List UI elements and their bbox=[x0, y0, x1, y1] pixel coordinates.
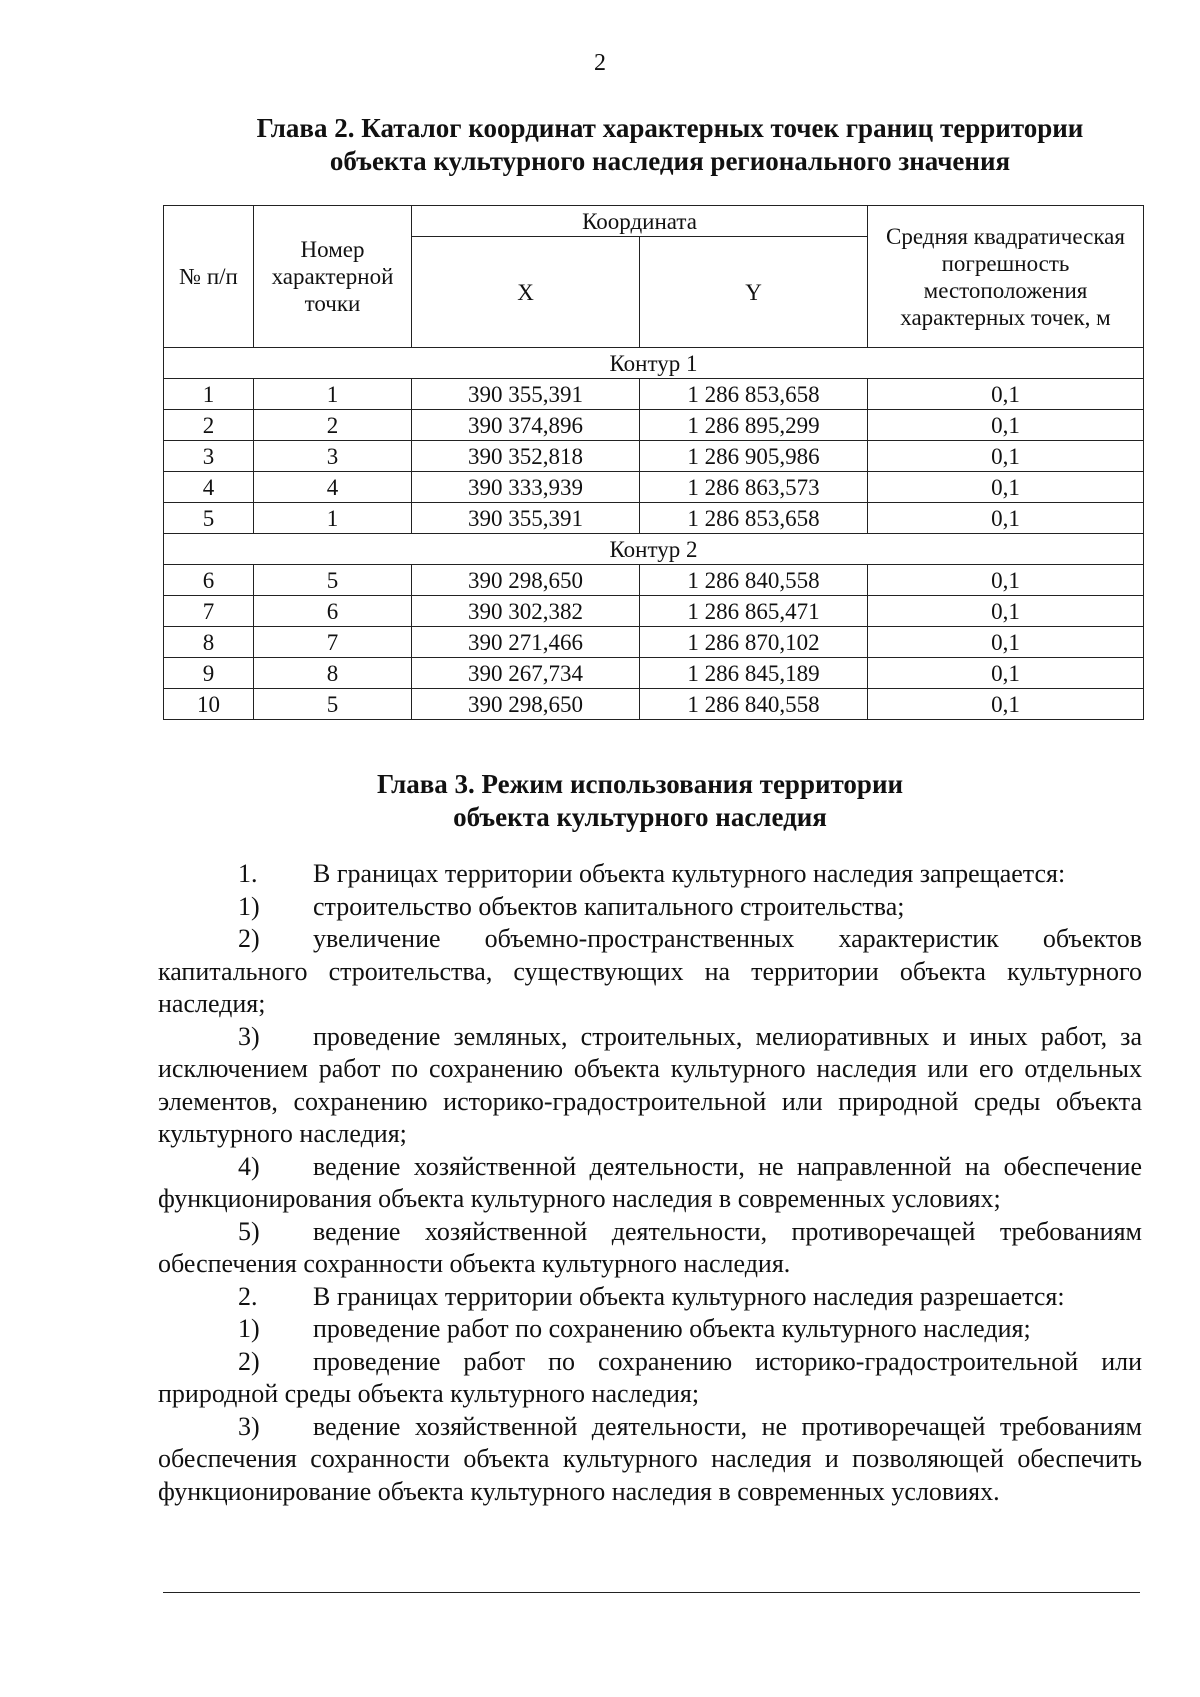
cell-n: 10 bbox=[164, 689, 254, 720]
contour-label: Контур 1 bbox=[164, 348, 1144, 379]
chapter-3-title-line1: Глава 3. Режим использования территории bbox=[376, 769, 904, 799]
table-row bbox=[164, 379, 1144, 410]
chapter-2-title-line1: Глава 2. Каталог координат характерных точек границ территории bbox=[256, 113, 1084, 143]
paragraph bbox=[158, 1216, 1142, 1281]
cell-point: 1 bbox=[254, 379, 412, 410]
cell-x: 390 298,650 bbox=[412, 689, 640, 720]
paragraph-marker: 1. bbox=[238, 859, 258, 888]
paragraph-marker: 4) bbox=[238, 1151, 260, 1181]
contour-label: Контур 2 bbox=[164, 534, 1144, 565]
cell-error: 0,1 bbox=[868, 472, 1144, 503]
cell-n: 8 bbox=[164, 627, 254, 658]
table-row bbox=[164, 472, 1144, 503]
paragraph-marker: 3) bbox=[238, 1021, 260, 1051]
cell-n: 3 bbox=[164, 441, 254, 472]
footer-rule bbox=[163, 1592, 1140, 1593]
regime-body-text bbox=[158, 858, 1142, 1508]
paragraph bbox=[158, 1346, 1142, 1411]
cell-y: 1 286 840,558 bbox=[640, 689, 868, 720]
cell-point: 5 bbox=[254, 565, 412, 596]
cell-x: 390 271,466 bbox=[412, 627, 640, 658]
cell-n: 7 bbox=[164, 596, 254, 627]
table-row bbox=[164, 441, 1144, 472]
cell-error: 0,1 bbox=[868, 689, 1144, 720]
cell-error: 0,1 bbox=[868, 658, 1144, 689]
cell-x: 390 355,391 bbox=[412, 503, 640, 534]
paragraph bbox=[158, 923, 1142, 1021]
table-row bbox=[164, 565, 1144, 596]
cell-error: 0,1 bbox=[868, 379, 1144, 410]
header-num: № п/п bbox=[164, 206, 254, 348]
table-row bbox=[164, 627, 1144, 658]
cell-error: 0,1 bbox=[868, 565, 1144, 596]
table-row bbox=[164, 503, 1144, 534]
cell-x: 390 355,391 bbox=[412, 379, 640, 410]
cell-point: 3 bbox=[254, 441, 412, 472]
page-number: 2 bbox=[594, 50, 606, 76]
paragraph-marker: 3) bbox=[238, 1411, 260, 1441]
paragraph bbox=[158, 858, 1142, 891]
chapter-3-title-line2: объекта культурного наследия bbox=[453, 802, 827, 832]
cell-point: 4 bbox=[254, 472, 412, 503]
header-point-number: Номер характерной точки bbox=[254, 206, 412, 348]
paragraph-text: ведение хозяйственной деятельности, не направленной на обеспечение функционирования объекта культурного наследия в современных условиях; bbox=[158, 1151, 1142, 1213]
cell-x: 390 333,939 bbox=[412, 472, 640, 503]
cell-n: 6 bbox=[164, 565, 254, 596]
cell-x: 390 267,734 bbox=[412, 658, 640, 689]
cell-point: 7 bbox=[254, 627, 412, 658]
table-row bbox=[164, 410, 1144, 441]
cell-y: 1 286 853,658 bbox=[640, 503, 868, 534]
cell-point: 8 bbox=[254, 658, 412, 689]
cell-y: 1 286 853,658 bbox=[640, 379, 868, 410]
paragraph-marker: 5) bbox=[238, 1216, 260, 1246]
cell-n: 2 bbox=[164, 410, 254, 441]
paragraph-text: В границах территории объекта культурного наследия запрещается: bbox=[313, 859, 1066, 888]
paragraph-marker: 2. bbox=[238, 1281, 258, 1311]
cell-y: 1 286 895,299 bbox=[640, 410, 868, 441]
paragraph-text: В границах территории объекта культурного наследия разрешается: bbox=[313, 1281, 1065, 1311]
cell-y: 1 286 870,102 bbox=[640, 627, 868, 658]
cell-x: 390 352,818 bbox=[412, 441, 640, 472]
paragraph-marker: 2) bbox=[238, 924, 260, 953]
table-row bbox=[164, 596, 1144, 627]
cell-n: 5 bbox=[164, 503, 254, 534]
paragraph-text: проведение земляных, строительных, мелиоративных и иных работ, за исключением работ по сохранению объекта культурного наследия или его отдельных элементов, сохранению историко-градостроительной или природной среды объекта культурного наследия; bbox=[158, 1021, 1142, 1148]
cell-y: 1 286 865,471 bbox=[640, 596, 868, 627]
table-row bbox=[164, 689, 1144, 720]
cell-x: 390 302,382 bbox=[412, 596, 640, 627]
cell-n: 9 bbox=[164, 658, 254, 689]
cell-point: 5 bbox=[254, 689, 412, 720]
contour-row bbox=[164, 534, 1144, 565]
contour-row bbox=[164, 348, 1144, 379]
chapter-2-title bbox=[150, 112, 1130, 178]
cell-error: 0,1 bbox=[868, 627, 1144, 658]
paragraph bbox=[158, 1313, 1142, 1346]
coordinates-table bbox=[163, 205, 1144, 720]
header-error: Средняя квадратическая погрешность местоположения характерных точек, м bbox=[868, 206, 1144, 348]
header-coordinate: Координата bbox=[412, 206, 868, 237]
cell-point: 6 bbox=[254, 596, 412, 627]
cell-error: 0,1 bbox=[868, 441, 1144, 472]
cell-point: 1 bbox=[254, 503, 412, 534]
cell-n: 4 bbox=[164, 472, 254, 503]
paragraph-marker: 2) bbox=[238, 1346, 260, 1376]
cell-y: 1 286 905,986 bbox=[640, 441, 868, 472]
table-row bbox=[164, 658, 1144, 689]
chapter-3-title bbox=[150, 768, 1130, 834]
paragraph-text: ведение хозяйственной деятельности, не противоречащей требованиям обеспечения сохранности объекта культурного наследия и позволяющей обеспечить функционирование объекта культурного наследия в современных условиях. bbox=[158, 1411, 1142, 1506]
paragraph-marker: 1) bbox=[238, 891, 260, 921]
chapter-2-title-line2: объекта культурного наследия регионального значения bbox=[329, 146, 1011, 176]
header-x: X bbox=[412, 237, 640, 348]
paragraph-text: проведение работ по сохранению историко-градостроительной или природной среды объекта культурного наследия; bbox=[158, 1346, 1142, 1408]
cell-x: 390 298,650 bbox=[412, 565, 640, 596]
paragraph-text: строительство объектов капитального строительства; bbox=[313, 891, 905, 921]
cell-y: 1 286 840,558 bbox=[640, 565, 868, 596]
paragraph-text: проведение работ по сохранению объекта культурного наследия; bbox=[313, 1314, 1031, 1343]
cell-n: 1 bbox=[164, 379, 254, 410]
paragraph bbox=[158, 891, 1142, 924]
paragraph bbox=[158, 1411, 1142, 1509]
cell-error: 0,1 bbox=[868, 503, 1144, 534]
cell-point: 2 bbox=[254, 410, 412, 441]
cell-x: 390 374,896 bbox=[412, 410, 640, 441]
paragraph bbox=[158, 1151, 1142, 1216]
paragraph-marker: 1) bbox=[238, 1314, 260, 1343]
header-y: Y bbox=[640, 237, 868, 348]
cell-y: 1 286 863,573 bbox=[640, 472, 868, 503]
paragraph bbox=[158, 1021, 1142, 1151]
paragraph-text: ведение хозяйственной деятельности, противоречащей требованиям обеспечения сохранности объекта культурного наследия. bbox=[158, 1216, 1142, 1278]
cell-error: 0,1 bbox=[868, 596, 1144, 627]
cell-error: 0,1 bbox=[868, 410, 1144, 441]
paragraph-text: увеличение объемно-пространственных характеристик объектов капитального строительства, существующих на территории объекта культурного наследия; bbox=[158, 924, 1142, 1018]
cell-y: 1 286 845,189 bbox=[640, 658, 868, 689]
paragraph bbox=[158, 1281, 1142, 1314]
